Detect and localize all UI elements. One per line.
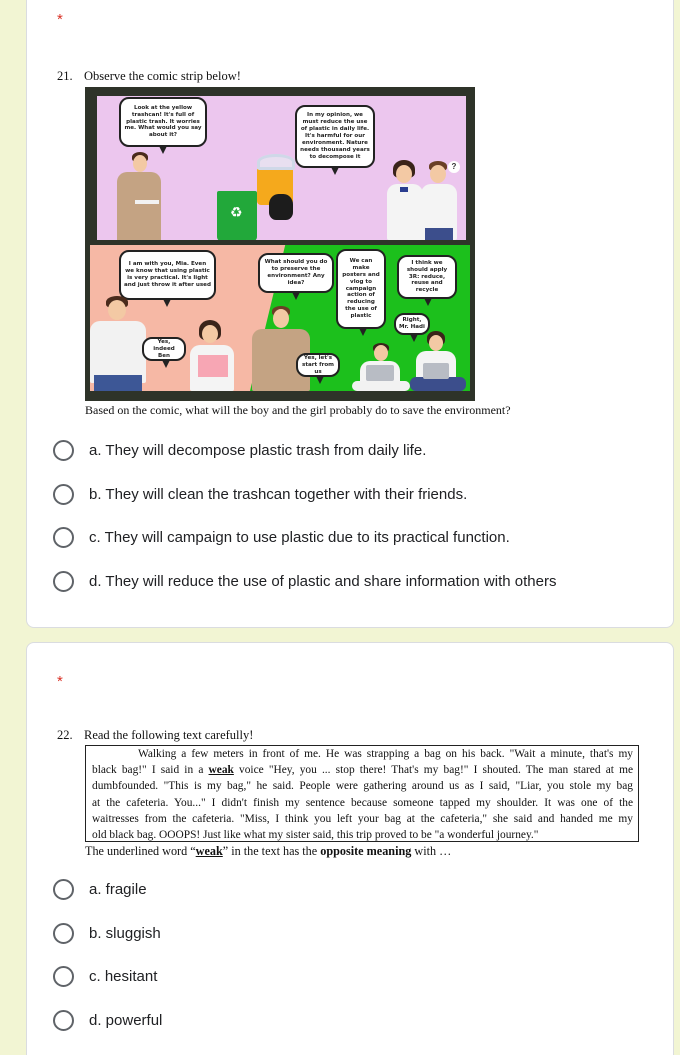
required-asterisk: * xyxy=(57,673,63,690)
option-label: a. They will decompose plastic trash from daily life. xyxy=(89,442,427,459)
option-label: a. fragile xyxy=(89,881,147,898)
option-d[interactable] xyxy=(53,1010,162,1031)
question-prompt: Based on the comic, what will the boy and the girl probably do to save the environment? xyxy=(85,403,511,417)
black-trash-bag xyxy=(269,194,293,220)
speech-bubble-girl: In my opinion, we must reduce the use of plastic in daily life. It's harmful for our environment. Nature needs thousand years to decompose it xyxy=(295,105,375,168)
option-c[interactable] xyxy=(53,966,157,987)
underlined-word-weak: weak xyxy=(208,764,234,777)
green-recycle-bin xyxy=(217,191,257,240)
radio-button[interactable] xyxy=(53,966,74,987)
laptop-icon xyxy=(366,365,394,381)
radio-button[interactable] xyxy=(53,571,74,592)
radio-button[interactable] xyxy=(53,923,74,944)
option-label: d. They will reduce the use of plastic and share information with others xyxy=(89,573,557,590)
option-label: b. They will clean the trashcan together with their friends. xyxy=(89,486,468,503)
option-label: c. They will campaign to use plastic due to its practical function. xyxy=(89,529,510,546)
passage-line: at the cafeteria. You..." I didn't finish my sentence because someone tapped my shoulder. It was one of the xyxy=(92,796,633,809)
option-d[interactable] xyxy=(53,571,556,592)
radio-button[interactable] xyxy=(53,879,74,900)
speech-bubble-right: Right, Mr. Hadi xyxy=(394,313,430,335)
passage-line: Walking a few meters in front of me. He was strapping a bag on his back. "Wait a minute, that's my xyxy=(138,748,633,760)
option-label: c. hesitant xyxy=(89,968,158,985)
speech-bubble-ben: I am with you, Mia. Even we know that using plastic is very practical. It's light and just throw it after used xyxy=(119,250,216,300)
question-title xyxy=(57,728,253,743)
option-c[interactable] xyxy=(53,527,510,548)
question-mark-icon: ? xyxy=(448,161,460,173)
radio-button[interactable] xyxy=(53,484,74,505)
passage-line: black bag!" I said in a weak voice "Hey, you ... stop there! That's my bag!" I shouted. The man stared at me xyxy=(92,764,633,777)
speech-bubble-teacher-question: What should you do to preserve the environment? Any idea? xyxy=(258,253,334,293)
recycle-icon: ♻ xyxy=(230,204,243,220)
question-title xyxy=(57,69,241,84)
speech-bubble-teacher: Look at the yellow trashcan! It's full of plastic trash. It worries me. What would you say about it? xyxy=(119,97,207,147)
passage-line: waitresses from the cafeteria. "Miss, I think you left your bag at the cafeteria," she said and handed me my xyxy=(92,812,633,825)
radio-button[interactable] xyxy=(53,1010,74,1031)
radio-button[interactable] xyxy=(53,440,74,461)
speech-bubble-boy: We can make posters and vlog to campaign action of reducing the use of plastic xyxy=(336,249,386,329)
option-a[interactable] xyxy=(53,879,147,900)
question-number: 22. xyxy=(57,728,73,742)
required-asterisk: * xyxy=(57,11,63,28)
laptop-icon xyxy=(423,363,449,379)
option-label: b. sluggish xyxy=(89,925,161,942)
passage-line: old black bag. OOOPS! Just like what my sister said, this trip proved to be "a wonderful journey." xyxy=(92,829,539,842)
comic-strip-image xyxy=(85,87,475,401)
reading-passage xyxy=(85,745,639,842)
option-b[interactable] xyxy=(53,923,161,944)
comic-panel-1 xyxy=(97,96,466,240)
speech-bubble-teacher-reply: Yes, let's start from us xyxy=(296,353,340,377)
question-card-21 xyxy=(26,0,674,628)
radio-button[interactable] xyxy=(53,527,74,548)
option-a[interactable] xyxy=(53,440,426,461)
option-b[interactable] xyxy=(53,484,467,505)
comic-panel-2 xyxy=(90,245,470,391)
plastic-trash-pile xyxy=(257,154,295,170)
passage-line: dumbfounded. "This is my bag," he said. People were gathering around us as I said, "Liar, you stole my bag xyxy=(92,780,633,793)
question-title-text: Observe the comic strip below! xyxy=(84,69,241,83)
question-title-text: Read the following text carefully! xyxy=(84,728,254,742)
question-number: 21. xyxy=(57,69,73,83)
speech-bubble-mia: Yes, indeed Ben xyxy=(142,337,186,361)
question-card-22 xyxy=(26,642,674,1055)
speech-bubble-girl-3r: I think we should apply 3R: reduce, reuse and recycle xyxy=(397,255,457,299)
option-label: d. powerful xyxy=(89,1012,163,1029)
question-prompt: The underlined word “weak” in the text has the opposite meaning with … xyxy=(85,844,452,858)
